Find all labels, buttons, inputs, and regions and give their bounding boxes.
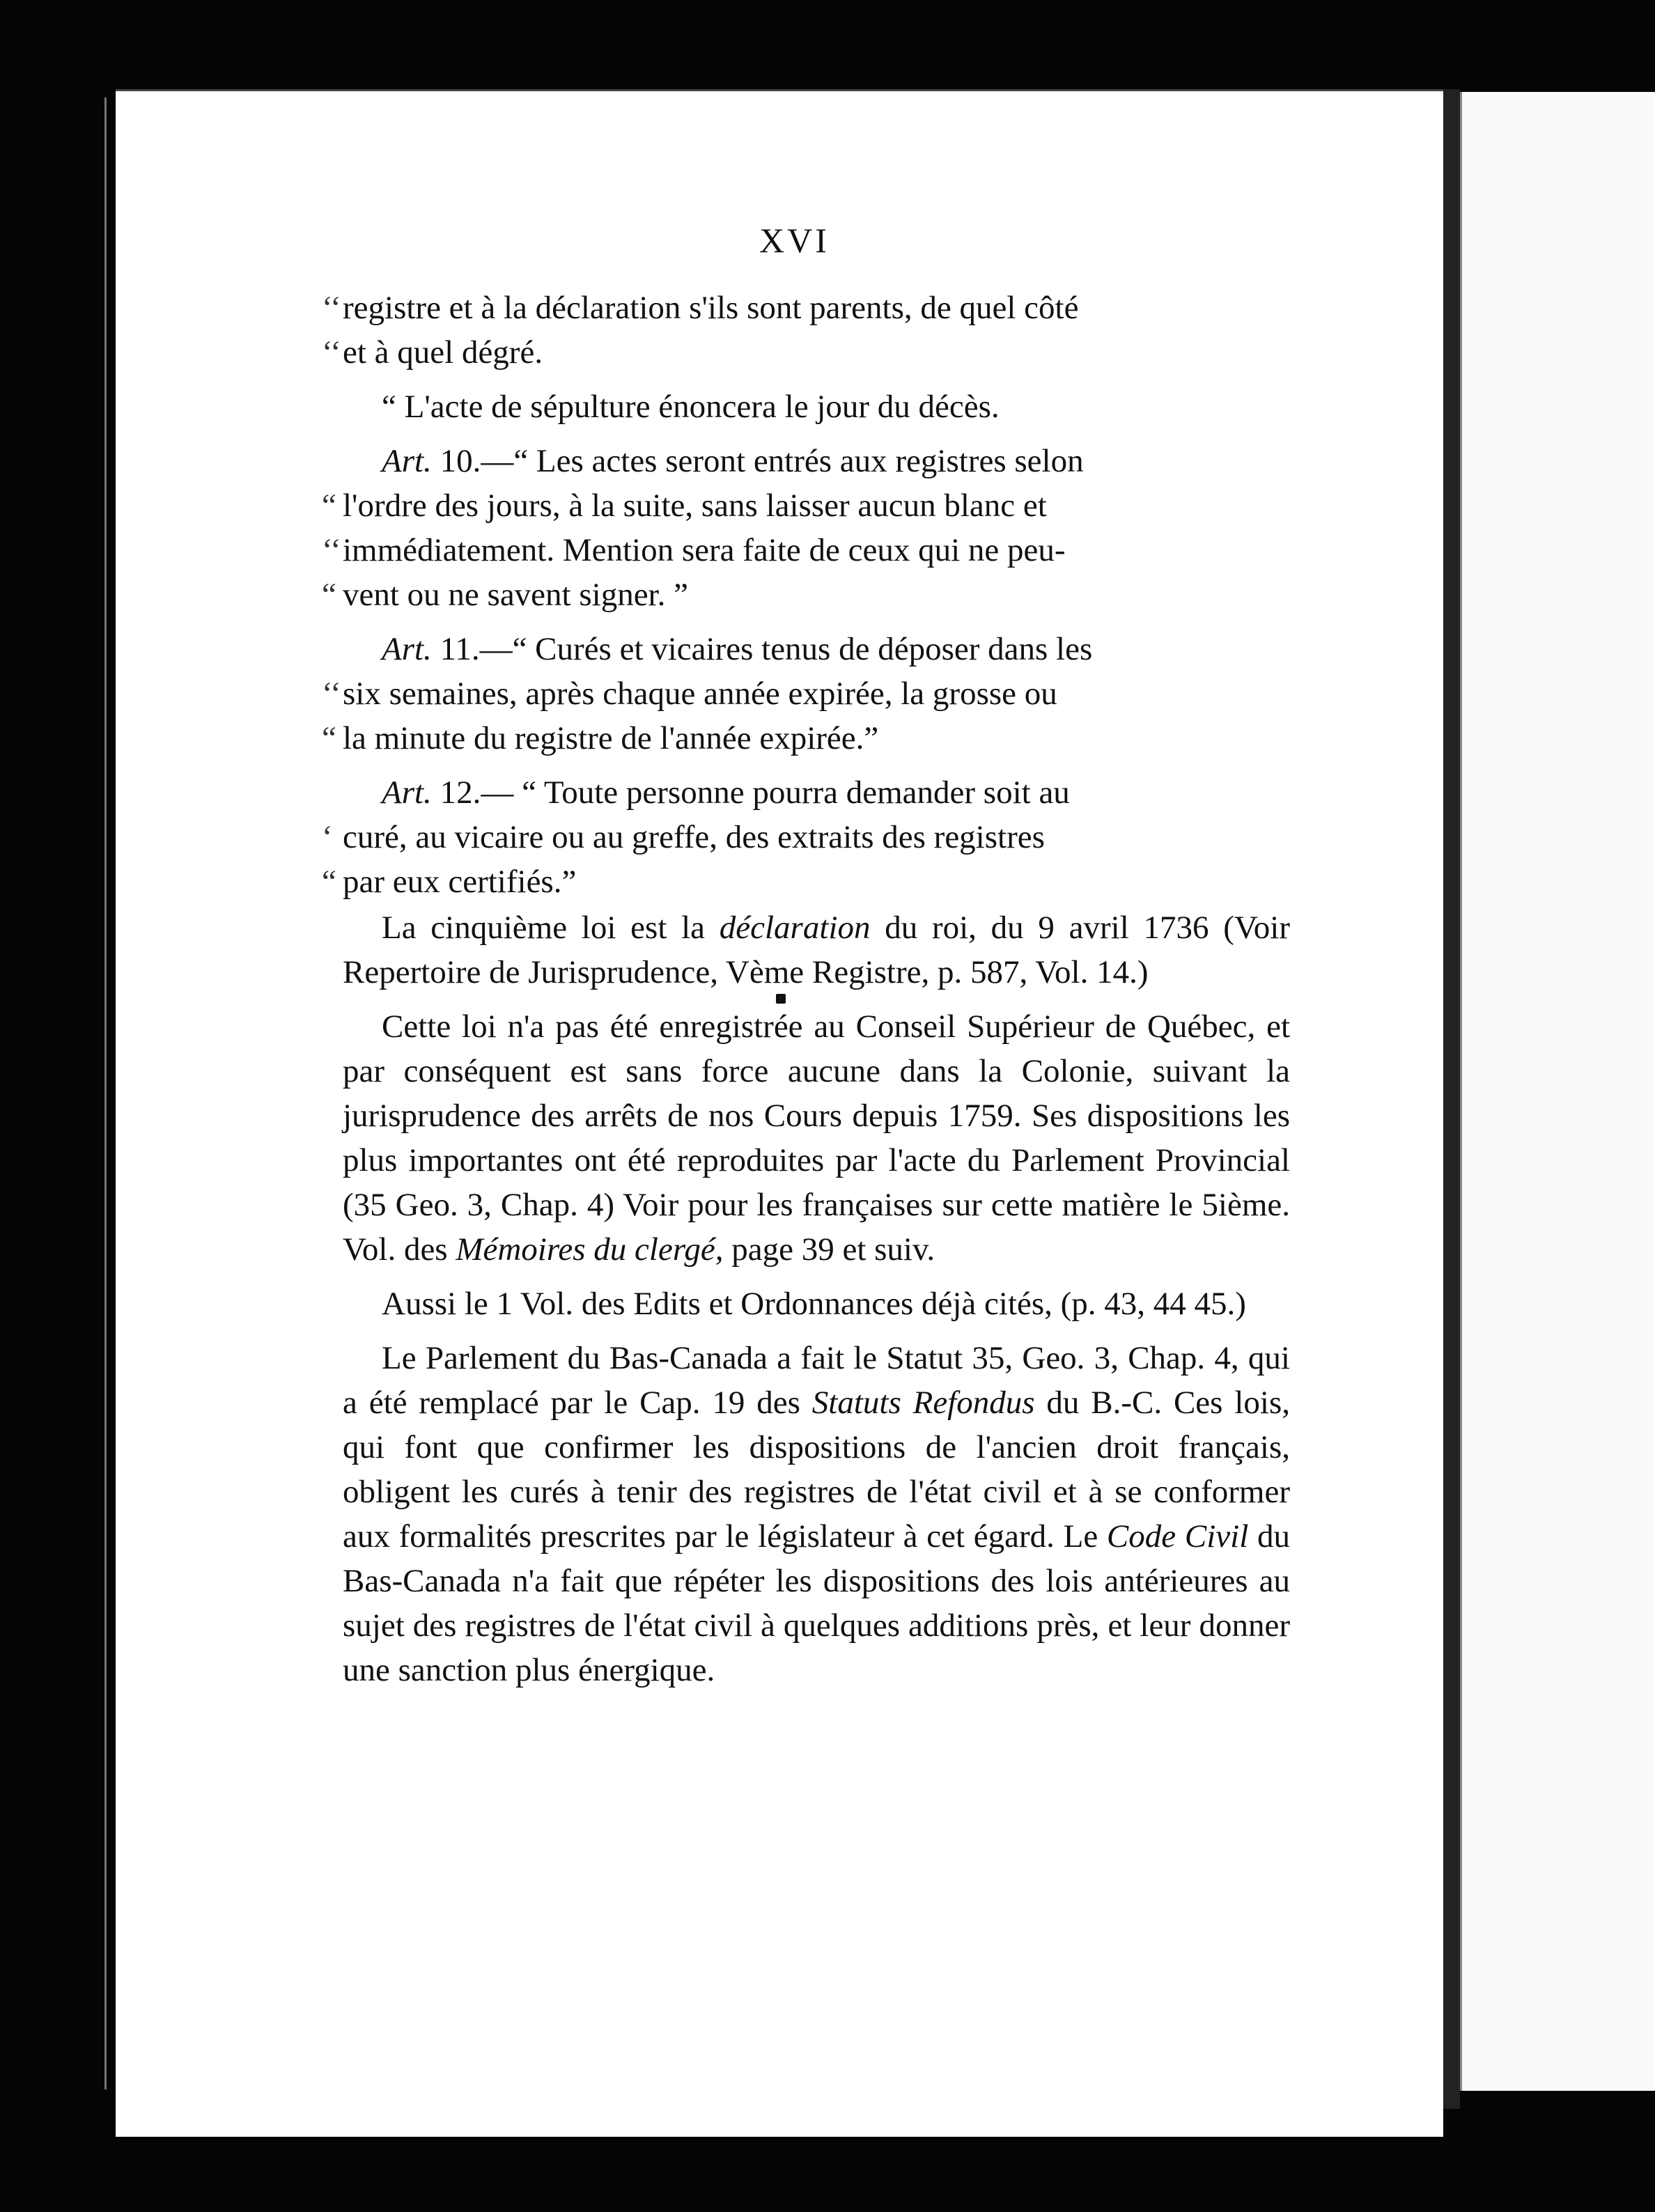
paragraph-declaration: La cinquième loi est la déclaration du roi, du 9 avril 1736 (Voir Repertoire de Jurisprudence, Vème Registre, p. 587, Vol. 14.) [343,910,1290,990]
page-top-edge [116,89,1443,95]
quote-mark: “ [322,488,336,524]
quoted-paragraph [322,770,1290,904]
quoted-paragraph [322,286,1290,375]
quoted-line [322,815,1290,859]
quoted-line [322,859,1290,904]
quoted-line-text: la minute du registre de l'année expirée.” [343,720,879,756]
article-label: Art. [382,631,432,667]
italic-statuts: Statuts Refondus [811,1385,1035,1421]
quoted-line-text: immédiatement. Mention sera faite de ceux qui ne peu- [343,532,1066,568]
quoted-line-text: 10.—“ Les actes seront entrés aux registres selon [440,443,1084,479]
quoted-line [343,384,1290,429]
quoted-line-text: “ L'acte de sépulture énoncera le jour du décès. [382,389,1000,425]
quoted-paragraph [343,384,1290,429]
page-number: XVI [759,221,830,260]
quote-mark: “ [322,720,336,756]
article-label: Art. [382,443,432,479]
quoted-line-text: 12.— “ Toute personne pourra demander soit au [440,774,1070,811]
quote-mark: ‘ [322,819,333,855]
ink-spot [776,994,786,1004]
quoted-line [343,627,1290,671]
facing-page [1460,92,1655,2091]
italic-declaration: déclaration [719,910,871,946]
quote-mark: ‘‘ [322,334,341,371]
body-text [343,905,1290,1692]
quote-mark: ‘‘ [322,532,341,568]
quoted-line [343,770,1290,815]
article-label: Art. [382,774,432,811]
quoted-line-text: 11.—“ Curés et vicaires tenus de déposer dans les [440,631,1093,667]
paragraph-parlement: Le Parlement du Bas-Canada a fait le Statut 35, Geo. 3, Chap. 4, qui a été remplacé par le Cap. 19 des Statuts Refondus du B.-C. Ces lois, qui font que confirmer les dispositions de l'ancien droit français, obligent les curés à tenir des registres de l'état civil et à se conformer aux formalités prescrites par le législateur à cet égard. Le Code Civil du Bas-Canada n'a fait que répéter les dispositions des lois antérieures au sujet des registres de l'état civil à quelques additions près, et leur donner une sanction plus énergique. [343,1340,1291,1688]
quoted-line-text: vent ou ne savent signer. ” [343,577,688,613]
quoted-line [322,716,1290,761]
quoted-paragraph [322,439,1290,617]
quoted-line [322,330,1290,375]
book-gutter [1443,89,1460,2109]
italic-memoires: Mémoires du clergé, [456,1231,724,1268]
quoted-line [343,439,1290,483]
quoted-line-text: registre et à la déclaration s'ils sont parents, de quel côté [343,290,1079,326]
quote-mark: “ [322,577,336,613]
quoted-line [322,573,1290,617]
quoted-line-text: l'ordre des jours, à la suite, sans laisser aucun blanc et [343,488,1047,524]
quote-mark: “ [322,864,336,900]
quoted-line [322,528,1290,573]
quoted-line-text: par eux certifiés.” [343,864,577,900]
paragraph-edits: Aussi le 1 Vol. des Edits et Ordonnances déjà cités, (p. 43, 44 45.) [382,1286,1246,1322]
paragraph-conseil: Cette loi n'a pas été enregistrée au Conseil Supérieur de Québec, et par conséquent est sans force aucune dans la Colonie, suivant la jurisprudence des arrêts de nos Cours depuis 1759. Ses dispositions les plus importantes ont été reproduites par l'acte du Parlement Provincial (35 Geo. 3, Chap. 4) Voir pour les françaises sur cette matière le 5ième. Vol. des Mémoires du clergé, page 39 et suiv. [343,1008,1290,1268]
quoted-line [322,483,1290,528]
quote-mark: ‘‘ [322,676,341,712]
quoted-line-text: curé, au vicaire ou au greffe, des extraits des registres [343,819,1045,855]
quote-mark: ‘‘ [322,290,341,326]
quoted-line [322,286,1290,330]
italic-code-civil: Code Civil [1106,1518,1249,1555]
quoted-line-text: six semaines, après chaque année expirée, la grosse ou [343,676,1057,712]
quoted-line [322,671,1290,716]
quoted-articles [322,286,1290,904]
quoted-line-text: et à quel dégré. [343,334,543,371]
quoted-paragraph [322,627,1290,761]
